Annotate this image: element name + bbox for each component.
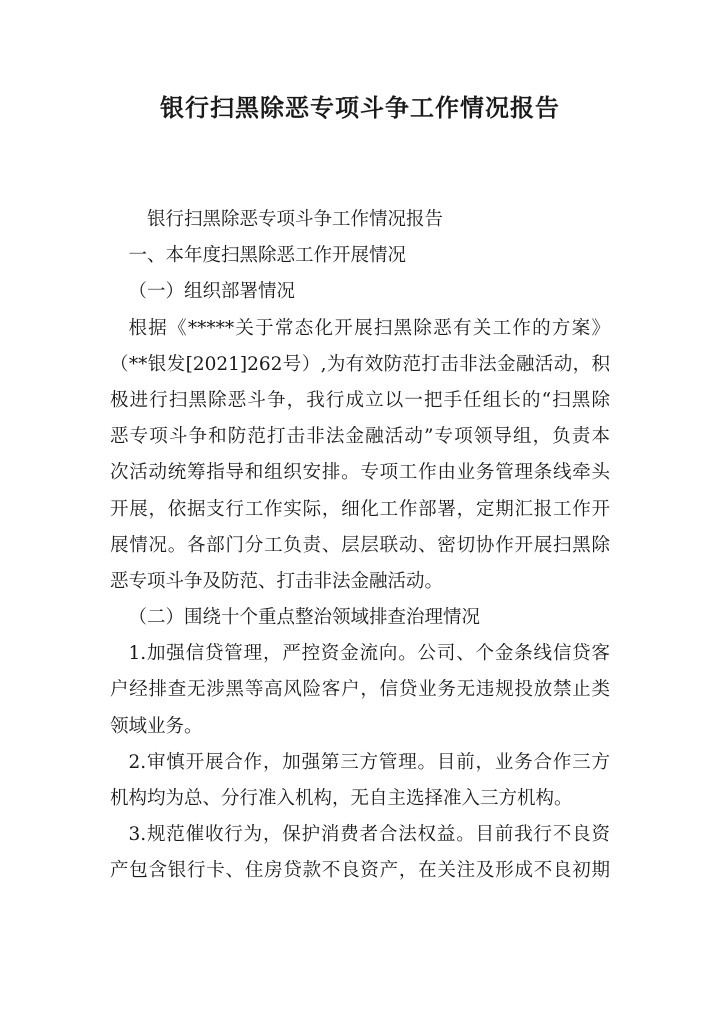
- text-line: 次活动统筹指导和组织安排。专项工作由业务管理条线牵头: [110, 462, 610, 484]
- text-line: 1.加强信贷管理，严控资金流向。公司、个金条线信贷客: [128, 643, 610, 665]
- text-line: （**银发[2021]262号）,为有效防范打击非法金融活动，积: [110, 353, 610, 375]
- text-line: 极进行扫黑除恶斗争，我行成立以一把手任组长的“扫黑除: [110, 389, 610, 411]
- text-line: 领域业务。: [110, 715, 203, 737]
- text-line: 产包含银行卡、住房贷款不良资产，在关注及形成不良初期: [110, 860, 610, 882]
- text-line: 展情况。各部门分工负责、层层联动、密切协作开展扫黑除: [110, 534, 610, 556]
- document-title: 银行扫黑除恶专项斗争工作情况报告: [160, 93, 560, 122]
- text-line: 机构均为总、分行准入机构，无自主选择准入三方机构。: [110, 788, 573, 809]
- text-line: （一）组织部署情况: [128, 281, 296, 303]
- text-line: 恶专项斗争及防范、打击非法金融活动。: [110, 570, 444, 592]
- text-line: 根据《*****关于常态化开展扫黑除恶有关工作的方案》: [128, 317, 610, 339]
- text-line: 2.审慎开展合作，加强第三方管理。目前，业务合作三方: [128, 751, 610, 773]
- text-line: 一、本年度扫黑除恶工作开展情况: [128, 245, 407, 267]
- text-line: 3.规范催收行为，保护消费者合法权益。目前我行不良资: [128, 824, 610, 846]
- text-line: 恶专项斗争和防范打击非法金融活动”专项领导组，负责本: [110, 426, 610, 448]
- text-line: 开展，依据支行工作实际，细化工作部署，定期汇报工作开: [110, 498, 610, 520]
- text-line: （二）围绕十个重点整治领域排查治理情况: [128, 607, 481, 629]
- text-line: 户经排查无涉黑等高风险客户，信贷业务无违规投放禁止类: [110, 679, 610, 701]
- document-body: [110, 202, 610, 890]
- text-line: 银行扫黑除恶专项斗争工作情况报告: [147, 209, 444, 230]
